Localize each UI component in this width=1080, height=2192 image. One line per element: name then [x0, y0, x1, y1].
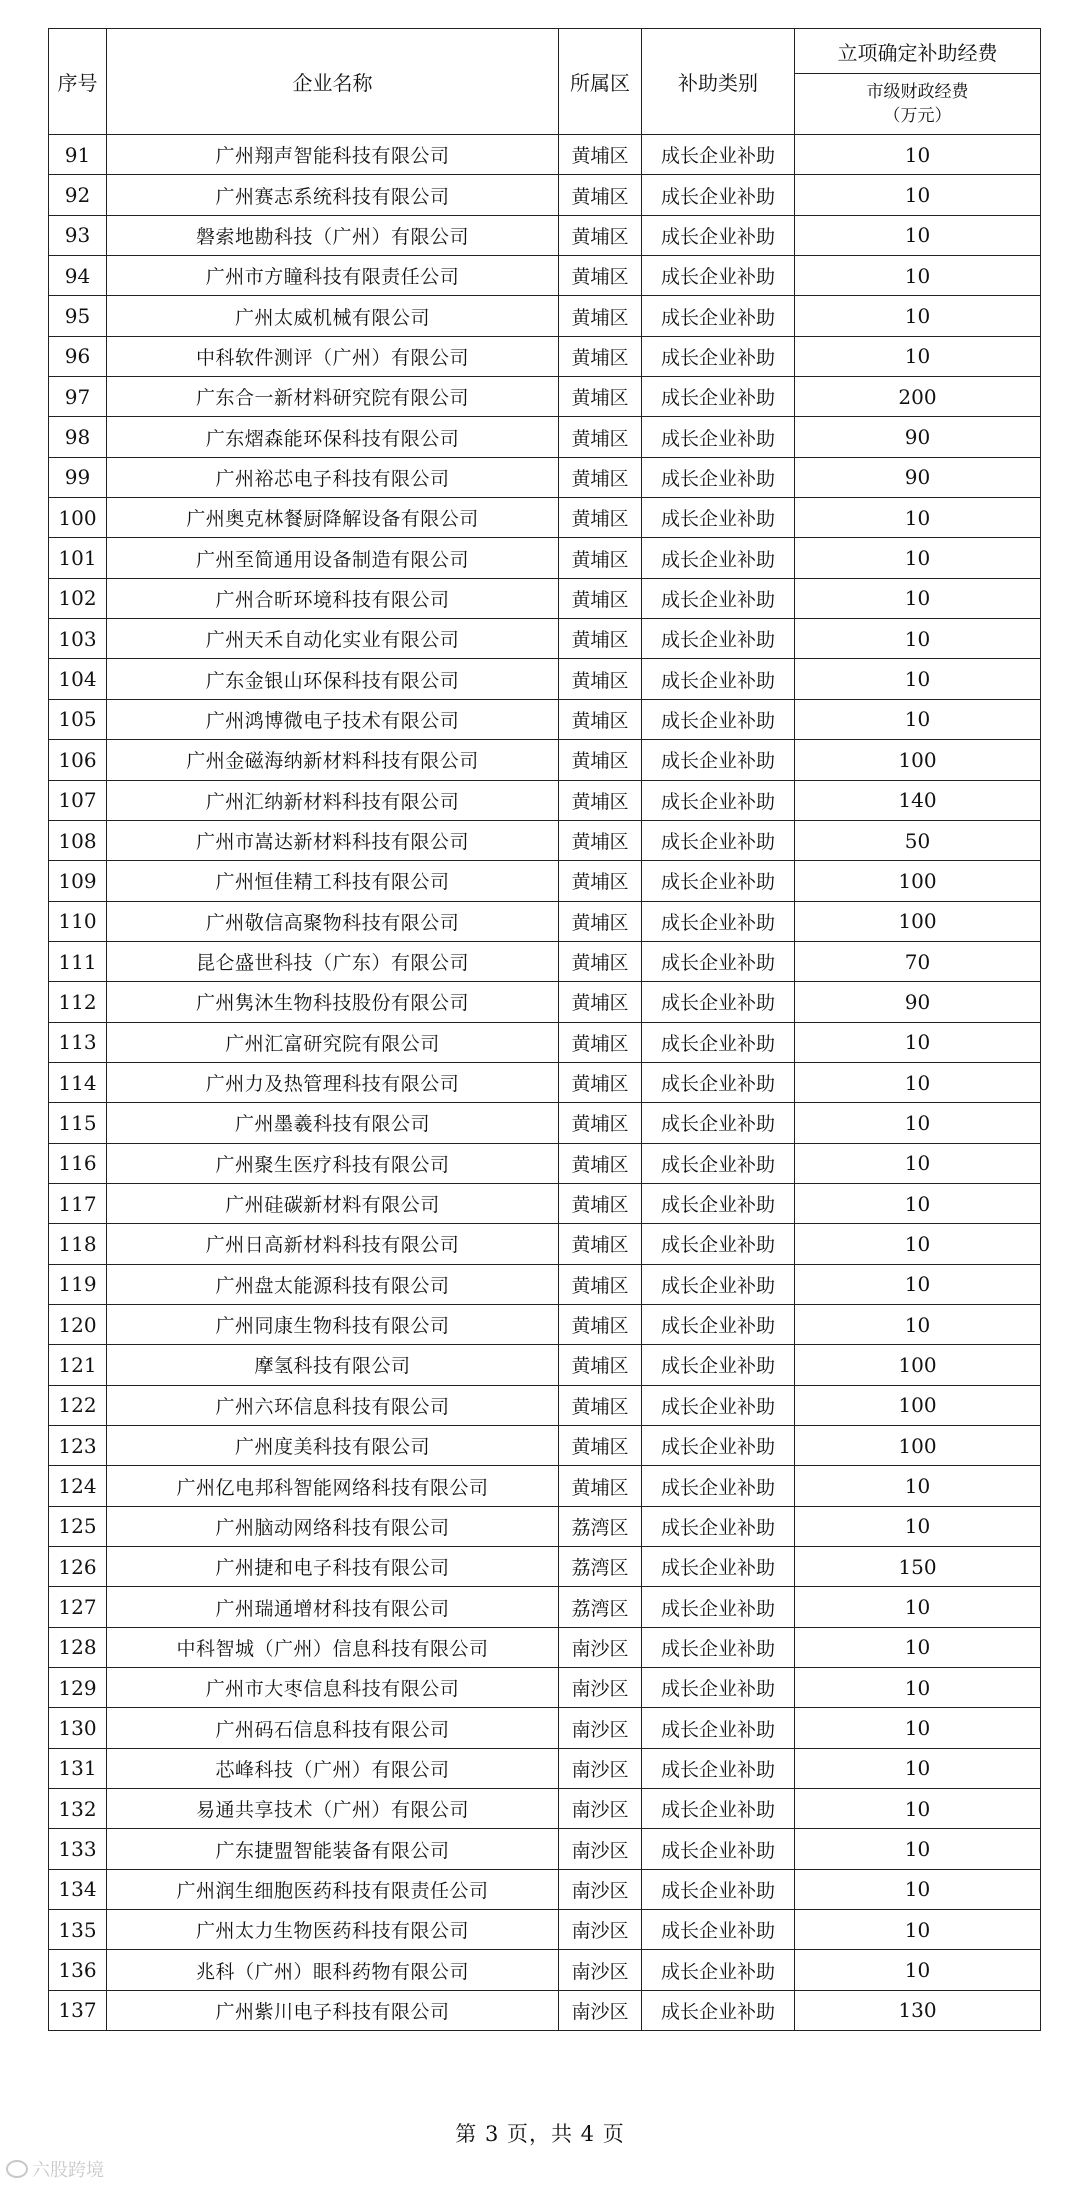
cell-seq: 134: [49, 1869, 107, 1909]
cell-seq: 101: [49, 538, 107, 578]
cell-category: 成长企业补助: [642, 1547, 795, 1587]
cell-district: 南沙区: [559, 1627, 642, 1667]
cell-company: 广州市方瞳科技有限责任公司: [107, 256, 559, 296]
cell-funding: 10: [795, 1869, 1041, 1909]
header-seq: 序号: [49, 29, 107, 135]
header-company: 企业名称: [107, 29, 559, 135]
cell-category: 成长企业补助: [642, 982, 795, 1022]
cell-district: 黄埔区: [559, 820, 642, 860]
cell-seq: 133: [49, 1829, 107, 1869]
cell-category: 成长企业补助: [642, 1304, 795, 1344]
table-row: [49, 901, 1041, 941]
table-row: [49, 1304, 1041, 1344]
cell-category: 成长企业补助: [642, 1062, 795, 1102]
cell-funding: 10: [795, 1022, 1041, 1062]
cell-category: 成长企业补助: [642, 1950, 795, 1990]
cell-seq: 113: [49, 1022, 107, 1062]
cell-category: 成长企业补助: [642, 1829, 795, 1869]
cell-seq: 116: [49, 1143, 107, 1183]
cell-district: 黄埔区: [559, 861, 642, 901]
cell-seq: 124: [49, 1466, 107, 1506]
cell-district: 南沙区: [559, 1910, 642, 1950]
cell-district: 黄埔区: [559, 1466, 642, 1506]
cell-funding: 90: [795, 457, 1041, 497]
cell-company: 磐索地勘科技（广州）有限公司: [107, 215, 559, 255]
cell-company: 广州六环信息科技有限公司: [107, 1385, 559, 1425]
cell-company: 摩氢科技有限公司: [107, 1345, 559, 1385]
cell-seq: 137: [49, 1990, 107, 2030]
cell-company: 广州鸿博微电子技术有限公司: [107, 699, 559, 739]
cell-category: 成长企业补助: [642, 1990, 795, 2030]
cell-district: 黄埔区: [559, 941, 642, 981]
watermark-logo-icon: [6, 2160, 28, 2178]
cell-company: 易通共享技术（广州）有限公司: [107, 1789, 559, 1829]
cell-category: 成长企业补助: [642, 215, 795, 255]
table-row: [49, 538, 1041, 578]
cell-funding: 10: [795, 699, 1041, 739]
cell-category: 成长企业补助: [642, 1103, 795, 1143]
cell-funding: 10: [795, 619, 1041, 659]
cell-district: 黄埔区: [559, 1062, 642, 1102]
cell-funding: 70: [795, 941, 1041, 981]
cell-district: 黄埔区: [559, 1143, 642, 1183]
cell-district: 黄埔区: [559, 1224, 642, 1264]
cell-seq: 122: [49, 1385, 107, 1425]
cell-funding: 10: [795, 1587, 1041, 1627]
cell-district: 南沙区: [559, 1829, 642, 1869]
cell-company: 广州盘太能源科技有限公司: [107, 1264, 559, 1304]
table-row: [49, 1708, 1041, 1748]
cell-funding: 10: [795, 336, 1041, 376]
cell-funding: 10: [795, 1950, 1041, 1990]
table-row: [49, 377, 1041, 417]
cell-district: 荔湾区: [559, 1547, 642, 1587]
table-row: [49, 1183, 1041, 1223]
cell-company: 广州日高新材料科技有限公司: [107, 1224, 559, 1264]
table-row: [49, 175, 1041, 215]
table-row: [49, 578, 1041, 618]
table-row: [49, 1748, 1041, 1788]
cell-funding: 10: [795, 1708, 1041, 1748]
cell-company: 广东熠森能环保科技有限公司: [107, 417, 559, 457]
cell-company: 广州隽沐生物科技股份有限公司: [107, 982, 559, 1022]
cell-district: 黄埔区: [559, 699, 642, 739]
cell-funding: 10: [795, 175, 1041, 215]
cell-funding: 10: [795, 538, 1041, 578]
cell-district: 荔湾区: [559, 1587, 642, 1627]
cell-seq: 127: [49, 1587, 107, 1627]
cell-category: 成长企业补助: [642, 1910, 795, 1950]
cell-district: 南沙区: [559, 1668, 642, 1708]
cell-seq: 114: [49, 1062, 107, 1102]
cell-category: 成长企业补助: [642, 1224, 795, 1264]
header-category: 补助类别: [642, 29, 795, 135]
cell-category: 成长企业补助: [642, 256, 795, 296]
cell-category: 成长企业补助: [642, 1022, 795, 1062]
cell-seq: 111: [49, 941, 107, 981]
table-row: [49, 1869, 1041, 1909]
cell-district: 黄埔区: [559, 780, 642, 820]
cell-category: 成长企业补助: [642, 1345, 795, 1385]
cell-category: 成长企业补助: [642, 1183, 795, 1223]
cell-company: 广州翔声智能科技有限公司: [107, 135, 559, 175]
cell-funding: 100: [795, 1426, 1041, 1466]
cell-district: 南沙区: [559, 1990, 642, 2030]
cell-company: 广东金银山环保科技有限公司: [107, 659, 559, 699]
table-row: [49, 1587, 1041, 1627]
cell-seq: 115: [49, 1103, 107, 1143]
cell-funding: 200: [795, 377, 1041, 417]
table-row: [49, 1789, 1041, 1829]
cell-company: 广州力及热管理科技有限公司: [107, 1062, 559, 1102]
cell-seq: 132: [49, 1789, 107, 1829]
cell-district: 黄埔区: [559, 336, 642, 376]
cell-district: 黄埔区: [559, 740, 642, 780]
table-row: [49, 982, 1041, 1022]
table-row: [49, 1950, 1041, 1990]
cell-funding: 10: [795, 215, 1041, 255]
cell-company: 芯峰科技（广州）有限公司: [107, 1748, 559, 1788]
cell-seq: 93: [49, 215, 107, 255]
cell-seq: 136: [49, 1950, 107, 1990]
cell-category: 成长企业补助: [642, 1627, 795, 1667]
cell-funding: 10: [795, 498, 1041, 538]
table-row: [49, 1022, 1041, 1062]
table-row: [49, 1506, 1041, 1546]
cell-category: 成长企业补助: [642, 780, 795, 820]
cell-seq: 109: [49, 861, 107, 901]
cell-seq: 105: [49, 699, 107, 739]
cell-category: 成长企业补助: [642, 740, 795, 780]
cell-seq: 130: [49, 1708, 107, 1748]
cell-company: 广州硅碳新材料有限公司: [107, 1183, 559, 1223]
table-row: [49, 1345, 1041, 1385]
table-row: [49, 659, 1041, 699]
cell-district: 荔湾区: [559, 1506, 642, 1546]
cell-seq: 104: [49, 659, 107, 699]
page-footer: 第 3 页，共 4 页: [455, 2122, 625, 2146]
cell-seq: 91: [49, 135, 107, 175]
cell-company: 广州聚生医疗科技有限公司: [107, 1143, 559, 1183]
cell-funding: 10: [795, 1748, 1041, 1788]
cell-seq: 120: [49, 1304, 107, 1344]
table-row: [49, 740, 1041, 780]
table-row: [49, 941, 1041, 981]
cell-district: 黄埔区: [559, 457, 642, 497]
cell-funding: 10: [795, 1264, 1041, 1304]
cell-category: 成长企业补助: [642, 1466, 795, 1506]
table-row: [49, 256, 1041, 296]
cell-category: 成长企业补助: [642, 659, 795, 699]
cell-category: 成长企业补助: [642, 296, 795, 336]
cell-category: 成长企业补助: [642, 1264, 795, 1304]
table-row: [49, 1547, 1041, 1587]
cell-funding: 10: [795, 1224, 1041, 1264]
cell-seq: 129: [49, 1668, 107, 1708]
cell-district: 黄埔区: [559, 1103, 642, 1143]
cell-district: 黄埔区: [559, 982, 642, 1022]
table-row: [49, 1466, 1041, 1506]
cell-district: 黄埔区: [559, 659, 642, 699]
cell-company: 中科智城（广州）信息科技有限公司: [107, 1627, 559, 1667]
cell-company: 广州恒佳精工科技有限公司: [107, 861, 559, 901]
cell-company: 广州码石信息科技有限公司: [107, 1708, 559, 1748]
cell-company: 广州合昕环境科技有限公司: [107, 578, 559, 618]
cell-district: 黄埔区: [559, 1264, 642, 1304]
cell-district: 黄埔区: [559, 417, 642, 457]
cell-category: 成长企业补助: [642, 417, 795, 457]
cell-company: 广州瑞通增材科技有限公司: [107, 1587, 559, 1627]
table-row: [49, 619, 1041, 659]
cell-category: 成长企业补助: [642, 861, 795, 901]
cell-funding: 10: [795, 1103, 1041, 1143]
cell-seq: 125: [49, 1506, 107, 1546]
cell-company: 广州裕芯电子科技有限公司: [107, 457, 559, 497]
cell-funding: 140: [795, 780, 1041, 820]
cell-funding: 100: [795, 740, 1041, 780]
table-row: [49, 1264, 1041, 1304]
cell-seq: 108: [49, 820, 107, 860]
cell-district: 黄埔区: [559, 1183, 642, 1223]
cell-district: 黄埔区: [559, 619, 642, 659]
table-row: [49, 1668, 1041, 1708]
cell-seq: 123: [49, 1426, 107, 1466]
cell-district: 黄埔区: [559, 1385, 642, 1425]
cell-seq: 102: [49, 578, 107, 618]
table-row: [49, 1627, 1041, 1667]
cell-funding: 10: [795, 1506, 1041, 1546]
table-row: [49, 336, 1041, 376]
cell-funding: 50: [795, 820, 1041, 860]
cell-company: 广州润生细胞医药科技有限责任公司: [107, 1869, 559, 1909]
header-funding-group: 立项确定补助经费: [795, 29, 1041, 74]
cell-category: 成长企业补助: [642, 820, 795, 860]
cell-category: 成长企业补助: [642, 1506, 795, 1546]
table-row: [49, 1910, 1041, 1950]
cell-seq: 126: [49, 1547, 107, 1587]
cell-funding: 10: [795, 659, 1041, 699]
cell-district: 南沙区: [559, 1748, 642, 1788]
cell-company: 广州市大枣信息科技有限公司: [107, 1668, 559, 1708]
table-row: [49, 1385, 1041, 1425]
table-header: [49, 29, 1041, 135]
cell-company: 广州脑动网络科技有限公司: [107, 1506, 559, 1546]
watermark-text: 六股跨境: [32, 2160, 104, 2181]
cell-funding: 100: [795, 901, 1041, 941]
cell-category: 成长企业补助: [642, 1587, 795, 1627]
cell-seq: 110: [49, 901, 107, 941]
cell-company: 广州太力生物医药科技有限公司: [107, 1910, 559, 1950]
cell-company: 广州墨羲科技有限公司: [107, 1103, 559, 1143]
cell-company: 广东合一新材料研究院有限公司: [107, 377, 559, 417]
table-row: [49, 215, 1041, 255]
cell-funding: 100: [795, 1385, 1041, 1425]
cell-funding: 10: [795, 1183, 1041, 1223]
cell-seq: 112: [49, 982, 107, 1022]
table-row: [49, 135, 1041, 175]
cell-district: 黄埔区: [559, 135, 642, 175]
cell-funding: 10: [795, 1910, 1041, 1950]
cell-funding: 10: [795, 1829, 1041, 1869]
cell-company: 兆科（广州）眼科药物有限公司: [107, 1950, 559, 1990]
cell-district: 黄埔区: [559, 901, 642, 941]
cell-category: 成长企业补助: [642, 377, 795, 417]
cell-district: 南沙区: [559, 1950, 642, 1990]
cell-district: 黄埔区: [559, 377, 642, 417]
cell-funding: 10: [795, 1627, 1041, 1667]
cell-district: 黄埔区: [559, 578, 642, 618]
cell-seq: 94: [49, 256, 107, 296]
cell-funding: 10: [795, 1466, 1041, 1506]
header-funding-sub-line2: （万元）: [883, 106, 952, 126]
cell-district: 黄埔区: [559, 498, 642, 538]
cell-funding: 100: [795, 1345, 1041, 1385]
cell-category: 成长企业补助: [642, 1385, 795, 1425]
cell-company: 广州奥克林餐厨降解设备有限公司: [107, 498, 559, 538]
table-row: [49, 498, 1041, 538]
cell-company: 广州金磁海纳新材料科技有限公司: [107, 740, 559, 780]
cell-category: 成长企业补助: [642, 699, 795, 739]
cell-district: 黄埔区: [559, 296, 642, 336]
cell-seq: 99: [49, 457, 107, 497]
cell-seq: 92: [49, 175, 107, 215]
cell-category: 成长企业补助: [642, 1869, 795, 1909]
table-row: [49, 1143, 1041, 1183]
cell-seq: 128: [49, 1627, 107, 1667]
cell-funding: 10: [795, 1143, 1041, 1183]
cell-company: 广州亿电邦科智能网络科技有限公司: [107, 1466, 559, 1506]
cell-seq: 106: [49, 740, 107, 780]
cell-seq: 95: [49, 296, 107, 336]
cell-funding: 130: [795, 1990, 1041, 2030]
cell-seq: 131: [49, 1748, 107, 1788]
cell-funding: 90: [795, 417, 1041, 457]
cell-category: 成长企业补助: [642, 538, 795, 578]
cell-district: 黄埔区: [559, 1426, 642, 1466]
cell-category: 成长企业补助: [642, 498, 795, 538]
table-row: [49, 1829, 1041, 1869]
cell-seq: 135: [49, 1910, 107, 1950]
cell-company: 广州同康生物科技有限公司: [107, 1304, 559, 1344]
cell-funding: 10: [795, 135, 1041, 175]
cell-funding: 10: [795, 578, 1041, 618]
cell-category: 成长企业补助: [642, 135, 795, 175]
cell-category: 成长企业补助: [642, 1668, 795, 1708]
cell-company: 广州度美科技有限公司: [107, 1426, 559, 1466]
cell-funding: 100: [795, 861, 1041, 901]
watermark: [6, 2156, 104, 2182]
cell-category: 成长企业补助: [642, 175, 795, 215]
cell-company: 广州敬信高聚物科技有限公司: [107, 901, 559, 941]
cell-company: 广东捷盟智能装备有限公司: [107, 1829, 559, 1869]
cell-seq: 117: [49, 1183, 107, 1223]
cell-category: 成长企业补助: [642, 1708, 795, 1748]
cell-funding: 90: [795, 982, 1041, 1022]
table-row: [49, 457, 1041, 497]
cell-company: 广州天禾自动化实业有限公司: [107, 619, 559, 659]
header-district: 所属区: [559, 29, 642, 135]
cell-district: 黄埔区: [559, 215, 642, 255]
cell-seq: 103: [49, 619, 107, 659]
cell-funding: 10: [795, 1304, 1041, 1344]
cell-company: 广州市嵩达新材料科技有限公司: [107, 820, 559, 860]
table-row: [49, 780, 1041, 820]
cell-company: 广州紫川电子科技有限公司: [107, 1990, 559, 2030]
cell-seq: 100: [49, 498, 107, 538]
cell-funding: 10: [795, 1668, 1041, 1708]
cell-funding: 10: [795, 256, 1041, 296]
cell-company: 广州汇纳新材料科技有限公司: [107, 780, 559, 820]
funding-table: [48, 28, 1041, 2031]
cell-seq: 98: [49, 417, 107, 457]
table-row: [49, 1990, 1041, 2030]
cell-category: 成长企业补助: [642, 941, 795, 981]
cell-district: 黄埔区: [559, 256, 642, 296]
table-row: [49, 1062, 1041, 1102]
cell-funding: 10: [795, 1062, 1041, 1102]
cell-category: 成长企业补助: [642, 901, 795, 941]
cell-funding: 150: [795, 1547, 1041, 1587]
cell-district: 南沙区: [559, 1789, 642, 1829]
cell-company: 广州赛志系统科技有限公司: [107, 175, 559, 215]
cell-category: 成长企业补助: [642, 1426, 795, 1466]
cell-seq: 121: [49, 1345, 107, 1385]
cell-company: 广州捷和电子科技有限公司: [107, 1547, 559, 1587]
cell-category: 成长企业补助: [642, 1748, 795, 1788]
cell-district: 黄埔区: [559, 175, 642, 215]
cell-district: 南沙区: [559, 1869, 642, 1909]
cell-category: 成长企业补助: [642, 457, 795, 497]
cell-category: 成长企业补助: [642, 578, 795, 618]
cell-district: 南沙区: [559, 1708, 642, 1748]
cell-seq: 97: [49, 377, 107, 417]
cell-district: 黄埔区: [559, 1022, 642, 1062]
table-row: [49, 699, 1041, 739]
cell-company: 广州汇富研究院有限公司: [107, 1022, 559, 1062]
cell-category: 成长企业补助: [642, 1143, 795, 1183]
cell-seq: 119: [49, 1264, 107, 1304]
cell-company: 广州至简通用设备制造有限公司: [107, 538, 559, 578]
cell-district: 黄埔区: [559, 1304, 642, 1344]
table-row: [49, 1224, 1041, 1264]
cell-category: 成长企业补助: [642, 619, 795, 659]
cell-seq: 118: [49, 1224, 107, 1264]
table-row: [49, 1426, 1041, 1466]
table-row: [49, 861, 1041, 901]
cell-category: 成长企业补助: [642, 1789, 795, 1829]
header-funding-sub-line1: 市级财政经费: [866, 82, 969, 102]
cell-seq: 96: [49, 336, 107, 376]
cell-category: 成长企业补助: [642, 336, 795, 376]
table-row: [49, 820, 1041, 860]
cell-funding: 10: [795, 1789, 1041, 1829]
cell-district: 黄埔区: [559, 1345, 642, 1385]
table-row: [49, 296, 1041, 336]
table-body: [49, 135, 1041, 2031]
table-row: [49, 417, 1041, 457]
table-row: [49, 1103, 1041, 1143]
cell-company: 广州太威机械有限公司: [107, 296, 559, 336]
cell-district: 黄埔区: [559, 538, 642, 578]
cell-company: 昆仑盛世科技（广东）有限公司: [107, 941, 559, 981]
header-funding-sub: [795, 74, 1041, 135]
cell-company: 中科软件测评（广州）有限公司: [107, 336, 559, 376]
cell-funding: 10: [795, 296, 1041, 336]
cell-seq: 107: [49, 780, 107, 820]
